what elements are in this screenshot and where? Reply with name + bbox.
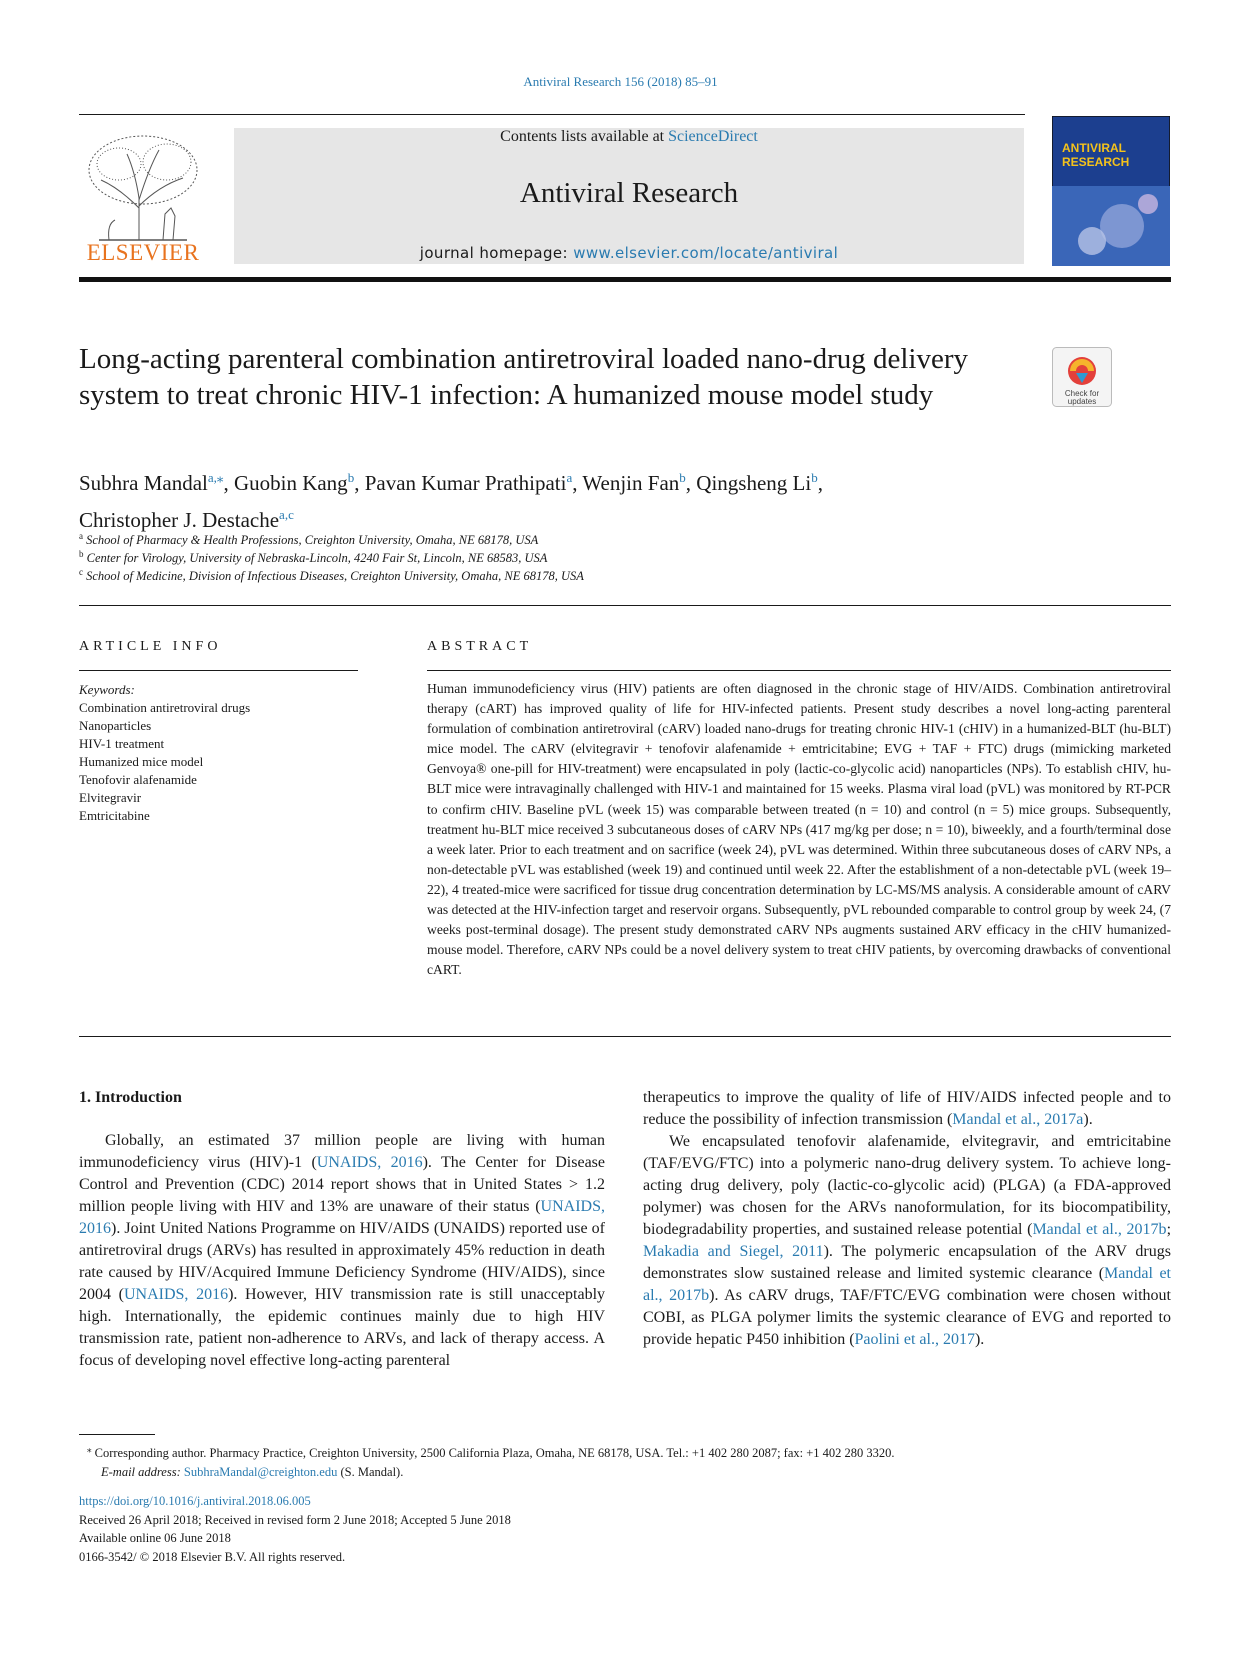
- keyword-item: Emtricitabine: [79, 808, 150, 823]
- body-text: ). As cARV drugs, TAF/FTC/EVG combination were chosen without COBI, as PLGA polymer limits the systemic clearance of EVG and reported to provide hepatic P450 inhibition (: [643, 1287, 1171, 1348]
- author-separator: ,: [685, 471, 697, 495]
- article-title: Long-acting parenteral combination antiretroviral loaded nano-drug delivery system to treat chronic HIV-1 infection: A humanized mouse model study: [79, 343, 968, 411]
- intro-paragraph-1: [79, 1130, 605, 1372]
- footnote-rule: [79, 1434, 155, 1435]
- email-label: E-mail address:: [101, 1465, 184, 1480]
- keywords-block: [79, 681, 379, 825]
- check-for-updates-icon[interactable]: [1052, 347, 1112, 407]
- section-heading-introduction: 1. Introduction: [79, 1089, 182, 1106]
- keyword-item: HIV-1 treatment: [79, 736, 165, 751]
- author-name: Wenjin Fan: [582, 471, 680, 495]
- contents-prefix: Contents lists available at: [500, 128, 669, 145]
- affiliation-text: School of Pharmacy & Health Professions, Creighton University, Omaha, NE 68178, USA: [86, 533, 539, 548]
- received-dates: Received 26 April 2018; Received in revised form 2 June 2018; Accepted 5 June 2018: [79, 1512, 511, 1527]
- affiliation-c: [79, 567, 584, 584]
- body-text: ). The Center for Disease Control and Prevention (CDC) 2014 report shows that in United States > 1.2 million people living with HIV and 13% are unaware of their status (: [79, 1154, 605, 1215]
- running-head[interactable]: Antiviral Research 156 (2018) 85–91: [523, 74, 718, 89]
- affiliation-text: School of Medicine, Division of Infectious Diseases, Creighton University, Omaha, NE 68178, USA: [86, 569, 584, 584]
- header-thick-rule: [79, 277, 1171, 282]
- body-column-left: [79, 1130, 605, 1372]
- citation-link[interactable]: Mandal et al., 2017b: [643, 1265, 1172, 1304]
- author-affiliation-mark[interactable]: b: [811, 470, 818, 485]
- header-rule: [79, 114, 1025, 115]
- available-online: Available online 06 June 2018: [79, 1531, 231, 1546]
- author-affiliation-mark[interactable]: a,c: [279, 507, 294, 522]
- author-separator: ,: [223, 471, 234, 495]
- article-info-rule: [79, 670, 358, 671]
- footnotes: [79, 1440, 1171, 1482]
- citation-link[interactable]: UNAIDS, 2016: [79, 1198, 605, 1237]
- author-name: Qingsheng Li: [696, 471, 812, 495]
- intro-paragraph-2: [643, 1131, 1171, 1351]
- homepage-line: [234, 244, 1024, 262]
- affiliation-a: [79, 531, 538, 548]
- journal-name: Antiviral Research: [519, 177, 739, 209]
- author-name: Pavan Kumar Prathipati: [364, 471, 567, 495]
- body-column-right: [643, 1087, 1171, 1351]
- author-affiliation-mark[interactable]: a: [566, 470, 573, 485]
- abstract-bottom-rule: [79, 1036, 1171, 1037]
- body-text: ). Joint United Nations Programme on HIV/AIDS (UNAIDS) reported use of antiretroviral drugs (ARVs) has resulted in approximately 45% reduction in death rate caused by HIV/Acquired Immune Deficiency Syndrome (HIV/AIDS), since 2004 (: [79, 1220, 605, 1303]
- author-name: Guobin Kang: [233, 471, 348, 495]
- affiliation-b: [79, 549, 547, 566]
- author-list: [79, 462, 1139, 536]
- author-affiliation-mark[interactable]: b: [679, 470, 686, 485]
- contents-line: [234, 128, 1024, 146]
- homepage-prefix: journal homepage:: [419, 244, 574, 262]
- citation-link[interactable]: UNAIDS, 2016: [316, 1154, 423, 1171]
- crossmark-line2: updates: [1067, 397, 1097, 406]
- author-name: Subhra Mandal: [79, 471, 208, 495]
- email-note: [79, 1463, 1171, 1482]
- body-text: ).: [1083, 1111, 1093, 1128]
- elsevier-wordmark: ELSEVIER: [86, 240, 200, 265]
- body-text: Globally, an estimated 37 million people are living with human immunodeficiency virus (HIV)-1 (: [79, 1132, 605, 1171]
- copyright-line: 0166-3542/ © 2018 Elsevier B.V. All rights reserved.: [79, 1549, 346, 1564]
- citation-link[interactable]: Mandal et al., 2017a: [952, 1111, 1084, 1128]
- citation-link[interactable]: Mandal et al., 2017b: [1032, 1221, 1167, 1238]
- keyword-item: Tenofovir alafenamide: [79, 772, 197, 787]
- body-text: ). The polymeric encapsulation of the ARV drugs demonstrates slow sustained release and limited systemic clearance (: [643, 1243, 1171, 1282]
- doi-link[interactable]: https://doi.org/10.1016/j.antiviral.2018.06.005: [79, 1494, 311, 1508]
- corresponding-author-note: [79, 1440, 1171, 1463]
- crossmark-line1: Check for: [1064, 389, 1100, 398]
- keyword-item: Humanized mice model: [79, 754, 204, 769]
- abstract-heading: ABSTRACT: [427, 639, 533, 654]
- citation-link[interactable]: UNAIDS, 2016: [123, 1286, 229, 1303]
- body-text: ;: [1166, 1221, 1172, 1238]
- body-text: We encapsulated tenofovir alafenamide, elvitegravir, and emtricitabine (TAF/EVG/FTC) into a polymeric nano-drug delivery system. To achieve long-acting drug delivery, poly (lactic-co-glycolic acid) (PLGA) (a FDA-approved polymer) was chosen for the ARVs nanoformulation, for its biocompatibility, biodegradability properties, and sustained release potential (: [643, 1133, 1171, 1238]
- sciencedirect-link[interactable]: ScienceDirect: [668, 128, 758, 145]
- citation-link[interactable]: Makadia and Siegel, 2011: [643, 1243, 824, 1260]
- keyword-item: Nanoparticles: [79, 718, 152, 733]
- email-link[interactable]: SubhraMandal@creighton.edu: [183, 1465, 338, 1480]
- keywords-label: Keywords:: [79, 682, 135, 697]
- cover-title-line1: ANTIVIRAL: [1062, 141, 1126, 155]
- affiliation-mark: c: [79, 567, 83, 577]
- section-rule: [79, 605, 1171, 606]
- citation-link[interactable]: Paolini et al., 2017: [854, 1331, 975, 1348]
- corresponding-mark: ⁎: [87, 1444, 92, 1454]
- author-separator: ,: [572, 471, 583, 495]
- abstract-rule: [427, 670, 1171, 671]
- body-text: ).: [974, 1331, 985, 1348]
- keyword-item: Combination antiretroviral drugs: [79, 700, 251, 715]
- affiliation-mark: b: [79, 549, 84, 559]
- cover-title-line2: RESEARCH: [1062, 155, 1130, 169]
- author-separator: ,: [817, 471, 823, 495]
- affiliation-text: Center for Virology, University of Nebraska-Lincoln, 4240 Fair St, Lincoln, NE 68583, USA: [86, 551, 548, 566]
- email-suffix: (S. Mandal).: [337, 1465, 404, 1480]
- corresponding-text: Corresponding author. Pharmacy Practice, Creighton University, 2500 California Plaza, Omaha, NE 68178, USA. Tel.: +1 402 280 2087; fax: +1 402 280 3320.: [94, 1446, 895, 1461]
- author-name: Christopher J. Destache: [79, 508, 280, 532]
- body-text: therapeutics to improve the quality of life of HIV/AIDS infected people and to reduce the possibility of infection transmission (: [643, 1089, 1171, 1128]
- body-text: ). However, HIV transmission rate is still unacceptably high. Internationally, the epidemic continues mainly due to high HIV transmission rate, patient non-adherence to ARVs, and lack of therapy access. A focus of developing novel effective long-acting parenteral: [79, 1286, 606, 1369]
- publication-info: [79, 1492, 779, 1566]
- article-info-heading: ARTICLE INFO: [79, 639, 222, 654]
- intro-paragraph-1-continued: [643, 1087, 1171, 1131]
- author-affiliation-mark[interactable]: a,⁎: [207, 470, 224, 485]
- keyword-item: Elvitegravir: [79, 790, 142, 805]
- homepage-link[interactable]: www.elsevier.com/locate/antiviral: [573, 244, 839, 262]
- author-separator: ,: [354, 471, 365, 495]
- affiliation-mark: a: [79, 531, 83, 541]
- journal-cover-thumbnail[interactable]: [1052, 116, 1170, 266]
- abstract-text: Human immunodeficiency virus (HIV) patients are often diagnosed in the chronic stage of HIV/AIDS. Combination antiretroviral therapy (cART) has improved quality of life for HIV-infected patients. Present study describes a novel long-acting parenteral formulation of combination antiretroviral (cARV) loaded nano-drugs for treating chronic HIV-1 (cHIV) in a humanized-BLT (hu-BLT) mice model. The cARV (elvitegravir + tenofovir alafenamide + emtricitabine; EVG + TAF + FTC) drugs (mimicking marketed Genvoya® one-pill for HIV-treatment) were encapsulated in poly (lactic-co-glycolic acid) nanoparticles (NPs). To establish cHIV, hu-BLT mice were intravaginally challenged with HIV-1 and maintained for 15 weeks. Plasma viral load (pVL) was monitored by RT-PCR to confirm cHIV. Baseline pVL (week 15) was comparable between treated (n = 10) and control (n = 5) mice groups. Subsequently, treatment hu-BLT mice received 3 subcutaneous doses of cARV NPs (417 mg/kg per dose; n = 10), biweekly, and a fourth/terminal dose a week later. Prior to each treatment and on sacrifice (week 24), pVL was determined. Within three subcutaneous doses of cARV NPs, a non-detectable pVL was established (week 19) and continued until week 22. After the establishment of a non-detectable pVL (week 19–22), 4 treated-mice were sacrificed for tissue drug concentration determination by LC-MS/MS analysis. A considerable amount of cARV was detected at the HIV-infection target and reservoir organs. Subsequently, pVL rebounded comparable to control group by week 24, (7 weeks post-terminal dosage). The present study demonstrated cARV NPs augments sustained ARV efficacy in the cHIV humanized-mouse model. Therefore, cARV NPs could be a novel delivery system to treat cHIV patients, by overcoming drawbacks of conventional cART.: [427, 681, 1171, 978]
- author-affiliation-mark[interactable]: b: [347, 470, 355, 485]
